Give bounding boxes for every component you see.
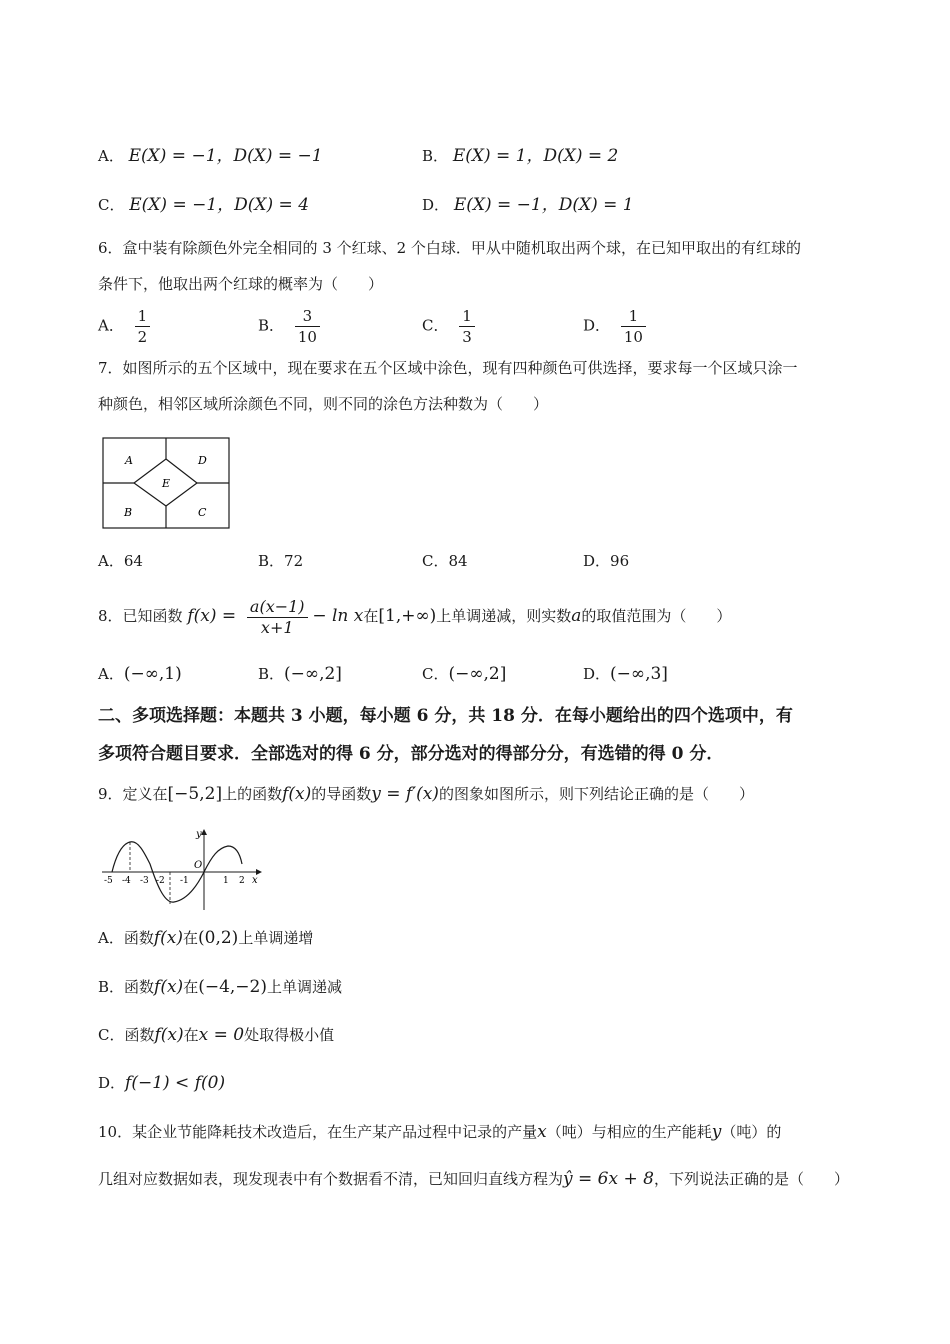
option-math: E(X) = 1，D(X) = 2 xyxy=(452,146,619,166)
option-label: A． xyxy=(98,665,124,683)
option-f: f(x) xyxy=(153,928,183,948)
denominator: x+1 xyxy=(260,617,294,637)
q9-option-d[interactable] xyxy=(98,1071,225,1095)
option-math: x = 0 xyxy=(198,1025,245,1045)
option-label: D． xyxy=(583,665,611,683)
q6-option-b[interactable] xyxy=(258,306,320,347)
option-label: D． xyxy=(98,1074,126,1092)
option-math: (0,2) xyxy=(198,928,239,948)
region-label-e: E xyxy=(162,477,171,490)
option-math: E(X) = −1，D(X) = 1 xyxy=(453,195,634,215)
q8-fraction xyxy=(247,597,308,638)
q8-suffix: 上单调递减，则实数 xyxy=(436,607,572,625)
option-label: B．函数 xyxy=(98,978,155,996)
x-tick-minus2: -2 xyxy=(156,876,165,886)
q10-line2a: 几组对应数据如表，现发现表中有个数据看不清，已知回归直线方程为 xyxy=(98,1170,564,1188)
q8-var: a xyxy=(571,606,582,626)
option-label: C．函数 xyxy=(98,1026,155,1044)
q9-p1: 9．定义在 xyxy=(98,785,168,803)
q9-option-c[interactable] xyxy=(98,1023,334,1047)
q6-stem-line2: 条件下，他取出两个红球的概率为（ ） xyxy=(98,275,384,293)
q9-p4: 的图象如图所示，则下列结论正确的是（ ） xyxy=(438,785,754,803)
option-math: (−∞,3] xyxy=(610,664,668,684)
q10-stem-line1 xyxy=(98,1120,781,1144)
option-math: (−∞,1) xyxy=(123,664,182,684)
numerator: 1 xyxy=(135,306,151,327)
y-axis-arrow xyxy=(201,829,207,835)
option-label: C． xyxy=(422,665,449,683)
region-label-b: B xyxy=(124,506,133,519)
q9-p2: 上的函数 xyxy=(222,785,283,803)
option-label: B． xyxy=(258,316,285,335)
q7-option-b[interactable]: B．72 xyxy=(258,552,304,570)
numerator: 1 xyxy=(621,306,646,327)
region-diagram xyxy=(100,436,232,532)
q5-option-d[interactable] xyxy=(422,193,634,217)
x-tick-minus5: -5 xyxy=(104,876,113,886)
q9-p3: 的导函数 xyxy=(311,785,372,803)
q6-option-d[interactable] xyxy=(583,306,646,347)
q8-option-d[interactable] xyxy=(583,662,668,686)
q10-equation: ŷ = 6x + 8 xyxy=(563,1169,654,1189)
q10-p2: （吨）与相应的生产能耗 xyxy=(546,1123,712,1141)
q10-p1: 10．某企业节能降耗技术改造后，在生产某产品过程中记录的产量 xyxy=(98,1123,538,1141)
q10-y: y xyxy=(711,1122,722,1142)
option-math: E(X) = −1，D(X) = 4 xyxy=(129,195,310,215)
denominator: 10 xyxy=(297,328,317,346)
numerator: 1 xyxy=(459,306,475,327)
option-mid: 在 xyxy=(183,978,199,996)
q10-line2b: ，下列说法正确的是（ ） xyxy=(653,1170,849,1188)
q9-option-b[interactable] xyxy=(98,975,342,999)
option-label: A．函数 xyxy=(98,929,154,947)
option-label: A． xyxy=(98,147,124,165)
option-mid: 在 xyxy=(183,1026,199,1044)
x-tick-minus3: -3 xyxy=(140,876,149,886)
q8-option-b[interactable] xyxy=(258,662,342,686)
numerator: 3 xyxy=(295,306,320,327)
x-tick-1: 1 xyxy=(223,876,229,886)
q7-stem-line1: 7．如图所示的五个区域中，现在要求在五个区域中涂色，现有四种颜色可供选择，要求每一个区域只涂一 xyxy=(98,359,798,377)
denominator: 3 xyxy=(462,328,472,346)
q8-interval: [1,+∞) xyxy=(378,606,437,626)
region-label-d: D xyxy=(198,454,207,467)
q8-option-a[interactable] xyxy=(98,662,182,686)
option-mid: 在 xyxy=(183,929,199,947)
q9-stem xyxy=(98,782,754,806)
q7-stem-line2: 种颜色，相邻区域所涂颜色不同，则不同的涂色方法种数为（ ） xyxy=(98,395,549,413)
q8-tail: − ln x xyxy=(312,606,364,626)
q5-option-a[interactable] xyxy=(98,144,323,168)
q8-stem xyxy=(98,592,731,640)
option-tail: 处取得极小值 xyxy=(244,1026,335,1044)
q8-mid: 在 xyxy=(363,607,379,625)
option-label: B． xyxy=(422,147,449,165)
q9-interval: [−5,2] xyxy=(167,784,223,804)
option-math: (−∞,2] xyxy=(448,664,507,684)
option-tail: 上单调递增 xyxy=(238,929,314,947)
region-label-a: A xyxy=(125,454,133,467)
q8-end: 的取值范围为（ ） xyxy=(581,607,732,625)
q5-option-c[interactable] xyxy=(98,193,309,217)
q6-option-c[interactable] xyxy=(422,306,475,347)
option-math: (−∞,2] xyxy=(284,664,342,684)
x-tick-minus1: -1 xyxy=(180,876,189,886)
q8-prefix: 8．已知函数 xyxy=(98,607,183,625)
q7-option-c[interactable]: C．84 xyxy=(422,552,468,570)
region-label-c: C xyxy=(198,506,207,519)
q9-deriv: y = f′(x) xyxy=(371,784,439,804)
option-math: E(X) = −1，D(X) = −1 xyxy=(128,146,323,166)
derivative-graph xyxy=(98,826,263,912)
denominator: 10 xyxy=(623,328,643,346)
origin-label: O xyxy=(194,860,203,871)
option-math: f(−1) < f(0) xyxy=(125,1073,226,1093)
option-label: A． xyxy=(98,316,124,335)
option-math: (−4,−2) xyxy=(198,977,267,997)
section2-heading-line1: 二、多项选择题：本题共 3 小题，每小题 6 分，共 18 分．在每小题给出的四个选项中，有 xyxy=(98,706,793,726)
q8-func: f(x) = xyxy=(187,606,237,626)
y-axis-label: y xyxy=(196,829,202,840)
x-tick-2: 2 xyxy=(239,876,245,886)
q8-option-c[interactable] xyxy=(422,662,506,686)
q10-x: x xyxy=(537,1122,547,1142)
q7-option-d[interactable]: D．96 xyxy=(583,552,630,570)
q10-p3: （吨）的 xyxy=(721,1123,782,1141)
q9-option-a[interactable] xyxy=(98,926,313,950)
section2-heading-line2: 多项符合题目要求．全部选对的得 6 分，部分选对的得部分分，有选错的得 0 分． xyxy=(98,744,724,764)
q5-option-b[interactable] xyxy=(422,144,618,168)
option-label: C． xyxy=(98,196,125,214)
q6-stem-line1: 6．盒中装有除颜色外完全相同的 3 个红球、2 个白球．甲从中随机取出两个球，在已知甲取出的有红球的 xyxy=(98,239,801,257)
option-label: C． xyxy=(422,316,449,335)
option-label: B． xyxy=(258,665,285,683)
q9-f: f(x) xyxy=(282,784,312,804)
denominator: 2 xyxy=(137,328,148,346)
option-f: f(x) xyxy=(154,1025,184,1045)
numerator: a(x−1) xyxy=(247,597,308,618)
option-label: D． xyxy=(583,316,611,335)
fraction xyxy=(295,306,320,347)
x-tick-minus4: -4 xyxy=(122,876,131,886)
option-label: D． xyxy=(422,196,450,214)
fraction xyxy=(621,306,646,347)
q6-option-a[interactable] xyxy=(98,306,150,347)
q10-stem-line2 xyxy=(98,1167,849,1191)
option-f: f(x) xyxy=(154,977,184,997)
x-axis-label: x xyxy=(252,875,258,886)
fraction xyxy=(135,306,151,347)
fraction xyxy=(459,306,475,347)
q7-option-a[interactable]: A．64 xyxy=(98,552,143,570)
option-tail: 上单调递减 xyxy=(267,978,343,996)
